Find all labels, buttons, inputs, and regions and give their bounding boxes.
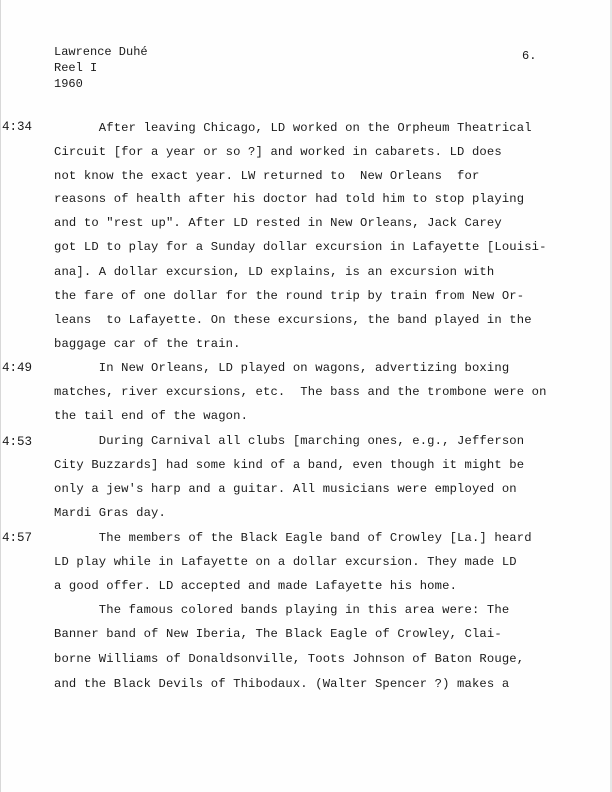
- text-line: leans to Lafayette. On these excursions, the band played in the: [54, 313, 532, 327]
- text-line: not know the exact year. LW returned to New Orleans for: [54, 169, 480, 183]
- reel-label: Reel I: [54, 61, 98, 75]
- text-line: the fare of one dollar for the round trip by train from New Or-: [54, 289, 525, 303]
- text-line: only a jew's harp and a guitar. All musicians were employed on: [54, 482, 517, 496]
- document-header: [54, 44, 148, 92]
- text-line: City Buzzards] had some kind of a band, even though it might be: [54, 458, 525, 472]
- text-line: baggage car of the train.: [54, 337, 241, 351]
- year-label: 1960: [54, 77, 83, 91]
- text-line: and to "rest up". After LD rested in New Orleans, Jack Carey: [54, 216, 502, 230]
- text-line: During Carnival all clubs [marching ones, e.g., Jefferson: [54, 434, 525, 448]
- scan-left-edge: [0, 0, 1, 792]
- text-line: LD play while in Lafayette on a dollar excursion. They made LD: [54, 555, 517, 569]
- text-line: In New Orleans, LD played on wagons, advertizing boxing: [54, 361, 510, 375]
- timestamp: 4:49: [2, 361, 33, 375]
- timestamp: 4:34: [2, 120, 33, 134]
- text-line: ana]. A dollar excursion, LD explains, is an excursion with: [54, 265, 495, 279]
- text-line: The members of the Black Eagle band of Crowley [La.] heard: [54, 531, 532, 545]
- timestamp: 4:53: [2, 435, 33, 449]
- text-line: Circuit [for a year or so ?] and worked in cabarets. LD does: [54, 145, 502, 159]
- text-line: and the Black Devils of Thibodaux. (Walter Spencer ?) makes a: [54, 677, 510, 691]
- text-line: the tail end of the wagon.: [54, 409, 249, 423]
- page-number: 6.: [522, 49, 537, 63]
- text-line: After leaving Chicago, LD worked on the Orpheum Theatrical: [54, 121, 532, 135]
- text-line: matches, river excursions, etc. The bass and the trombone were on: [54, 385, 547, 399]
- timestamp: 4:57: [2, 531, 33, 545]
- text-line: a good offer. LD accepted and made Lafayette his home.: [54, 579, 458, 593]
- text-line: Mardi Gras day.: [54, 506, 166, 520]
- text-line: got LD to play for a Sunday dollar excursion in Lafayette [Louisi-: [54, 240, 547, 254]
- text-line: borne Williams of Donaldsonville, Toots Johnson of Baton Rouge,: [54, 652, 525, 666]
- text-line: The famous colored bands playing in this area were: The: [54, 603, 510, 617]
- interviewee-name: Lawrence Duhé: [54, 45, 148, 59]
- text-line: reasons of health after his doctor had told him to stop playing: [54, 192, 525, 206]
- text-line: Banner band of New Iberia, The Black Eagle of Crowley, Clai-: [54, 627, 502, 641]
